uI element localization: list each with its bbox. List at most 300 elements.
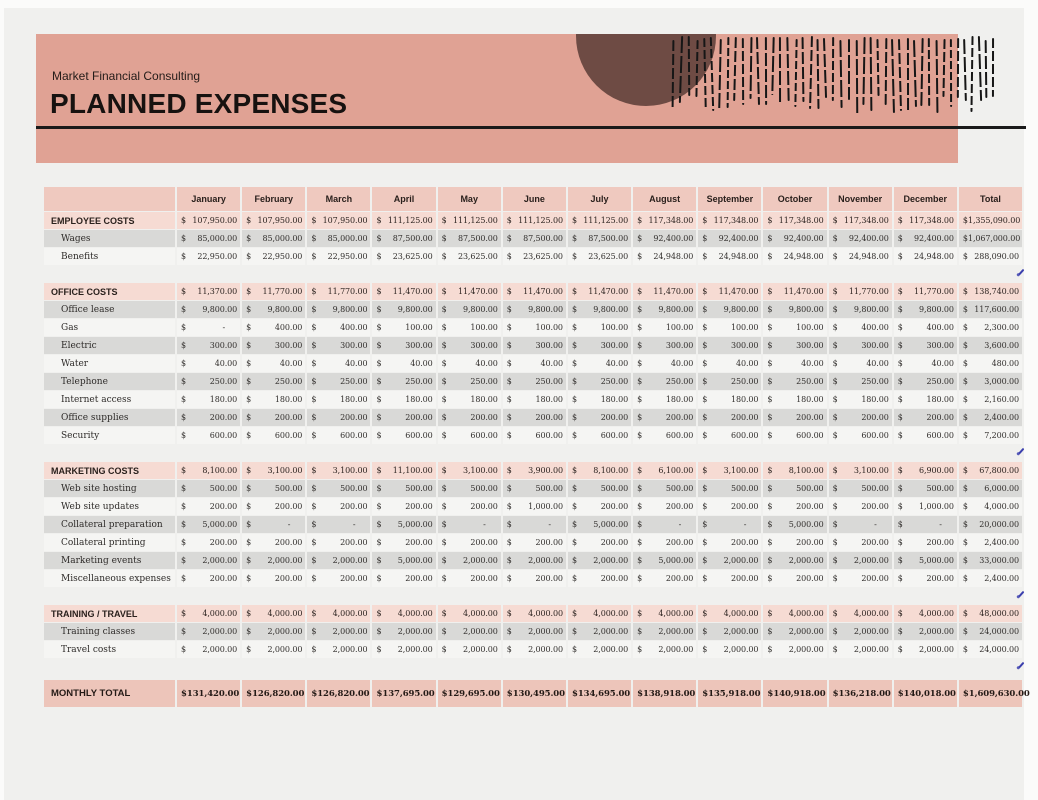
currency-symbol: $ [506, 484, 512, 493]
currency-symbol: $ [441, 627, 447, 636]
amount-value: 200.00 [665, 574, 694, 583]
currency-symbol: $ [767, 556, 773, 565]
currency-symbol: $ [897, 609, 903, 618]
amount-cell [372, 534, 435, 551]
amount-cell [829, 498, 892, 515]
currency-symbol: $ [962, 395, 968, 404]
amount-cell [829, 605, 892, 622]
currency-symbol: $ [832, 609, 838, 618]
amount-value: 40.00 [214, 359, 238, 368]
expense-row [44, 248, 1022, 265]
currency-symbol: $ [441, 574, 447, 583]
currency-symbol: $ [832, 323, 838, 332]
amount-value: 100.00 [600, 323, 629, 332]
amount-value: 4,000.00 [984, 502, 1020, 511]
currency-symbol: $ [181, 359, 187, 368]
amount-cell [698, 409, 761, 426]
currency-symbol: $ [181, 520, 187, 529]
amount-value: 100.00 [731, 323, 759, 332]
currency-symbol: $ [897, 287, 903, 296]
amount-value: 8,100.00 [202, 466, 238, 475]
expense-row [44, 355, 1022, 372]
amount-cell [698, 391, 761, 408]
amount-cell [959, 355, 1022, 372]
amount-value: 2,000.00 [919, 627, 954, 636]
currency-symbol: $ [767, 502, 773, 511]
amount-value: 40.00 [931, 359, 954, 368]
amount-cell [894, 301, 957, 318]
amount-cell [959, 480, 1022, 497]
currency-symbol: $ [832, 395, 838, 404]
currency-symbol: $ [376, 359, 382, 368]
amount-value: 180.00 [405, 395, 433, 404]
currency-symbol: $ [832, 556, 838, 565]
currency-symbol: $ [702, 395, 708, 404]
amount-cell [372, 355, 435, 372]
amount-cell [242, 283, 305, 300]
amount-value: 200.00 [470, 413, 498, 422]
amount-value: 111,125.00 [583, 216, 629, 225]
amount-value: 100.00 [405, 323, 433, 332]
company-name: Market Financial Consulting [52, 69, 201, 83]
amount-value: 48,000.00 [979, 609, 1020, 618]
amount-cell [894, 680, 957, 707]
currency-symbol: $ [962, 688, 969, 699]
amount-cell [763, 391, 826, 408]
currency-symbol: $ [181, 627, 187, 636]
currency-symbol: $ [832, 484, 838, 493]
amount-value: 87,500.00 [392, 234, 433, 243]
amount-cell [242, 301, 305, 318]
currency-symbol: $ [571, 627, 578, 636]
amount-cell [372, 462, 435, 479]
amount-value: 180.00 [600, 395, 629, 404]
amount-cell [438, 570, 501, 587]
column-header-label: September [706, 194, 754, 204]
amount-value: 100.00 [796, 323, 824, 332]
amount-value: 500.00 [665, 484, 694, 493]
currency-symbol: $ [637, 556, 643, 565]
amount-value: 5,000.00 [397, 556, 433, 565]
amount-value: 2,000.00 [723, 556, 759, 565]
amount-cell [959, 319, 1022, 336]
amount-value: 180.00 [274, 395, 303, 404]
section-header-row [44, 212, 1022, 229]
amount-value: 8,100.00 [593, 466, 629, 475]
currency-symbol: $ [832, 359, 838, 368]
amount-value: 2,300.00 [984, 323, 1020, 332]
amount-cell [438, 248, 501, 265]
amount-value: 4,000.00 [202, 609, 238, 618]
amount-value: 87,500.00 [457, 234, 498, 243]
amount-cell [438, 498, 501, 515]
amount-cell [568, 498, 631, 515]
currency-symbol: $ [897, 502, 903, 511]
amount-value: 100.00 [470, 323, 498, 332]
amount-cell [177, 212, 240, 229]
currency-symbol: $ [571, 484, 578, 493]
amount-cell [633, 248, 696, 265]
page-title: PLANNED EXPENSES [50, 88, 348, 119]
column-header [698, 187, 761, 211]
amount-cell [829, 248, 892, 265]
amount-cell [568, 427, 631, 444]
row-label: Benefits [44, 248, 175, 265]
currency-symbol: $ [311, 323, 317, 332]
amount-value: 250.00 [926, 377, 954, 386]
row-label: MONTHLY TOTAL [44, 680, 175, 707]
decor-lines-pattern [672, 36, 996, 112]
amount-cell [959, 409, 1022, 426]
amount-cell [438, 605, 501, 622]
currency-symbol: $ [376, 341, 382, 350]
currency-symbol: $ [441, 520, 447, 529]
currency-symbol: $ [246, 688, 253, 699]
amount-cell [177, 552, 240, 569]
amount-value: 111,125.00 [452, 216, 498, 225]
currency-symbol: $ [962, 645, 968, 654]
currency-symbol: $ [767, 359, 773, 368]
amount-cell [763, 373, 826, 390]
currency-symbol: $ [897, 216, 903, 225]
amount-cell [894, 534, 957, 551]
amount-cell [763, 427, 826, 444]
amount-value: 2,000.00 [202, 556, 238, 565]
amount-cell [307, 623, 370, 640]
currency-symbol: $ [962, 359, 968, 368]
currency-symbol: $ [506, 627, 512, 636]
currency-symbol: $ [767, 645, 773, 654]
expenses-table [44, 187, 1030, 708]
amount-value: 400.00 [861, 323, 889, 332]
currency-symbol: $ [571, 413, 578, 422]
amount-value: 11,470.00 [783, 287, 824, 296]
amount-value: 300.00 [274, 341, 303, 350]
amount-value: 300.00 [796, 341, 824, 350]
currency-symbol: $ [181, 305, 187, 314]
amount-cell [894, 570, 957, 587]
amount-cell [698, 283, 761, 300]
currency-symbol: $ [376, 520, 382, 529]
currency-symbol: $ [246, 377, 252, 386]
amount-cell [372, 319, 435, 336]
amount-cell [438, 373, 501, 390]
amount-cell [242, 391, 305, 408]
amount-value: 11,100.00 [392, 466, 433, 475]
amount-value: - [222, 323, 226, 332]
amount-cell [568, 319, 631, 336]
currency-symbol: $ [897, 359, 903, 368]
amount-value: 600.00 [535, 431, 563, 440]
amount-value: 2,000.00 [658, 627, 694, 636]
amount-value: 300.00 [861, 341, 889, 350]
amount-value: 480.00 [991, 359, 1020, 368]
amount-value: 300.00 [209, 341, 238, 350]
amount-cell [763, 337, 826, 354]
column-header [372, 187, 435, 211]
currency-symbol: $ [506, 216, 512, 225]
amount-cell [829, 641, 892, 658]
currency-symbol: $ [897, 520, 903, 529]
currency-symbol: $ [506, 609, 512, 618]
amount-cell [307, 480, 370, 497]
amount-value: - [352, 520, 356, 529]
amount-cell [307, 570, 370, 587]
currency-symbol: $ [832, 216, 838, 225]
amount-value: 92,400.00 [914, 234, 954, 243]
currency-symbol: $ [506, 234, 512, 243]
amount-cell [503, 212, 566, 229]
amount-cell [894, 373, 957, 390]
currency-symbol: $ [637, 688, 644, 699]
amount-value: 85,000.00 [262, 234, 303, 243]
currency-symbol: $ [637, 520, 643, 529]
currency-symbol: $ [767, 538, 773, 547]
currency-symbol: $ [962, 431, 968, 440]
amount-value: 111,125.00 [518, 216, 563, 225]
currency-symbol: $ [897, 645, 903, 654]
currency-symbol: $ [376, 252, 382, 261]
amount-cell [698, 212, 761, 229]
currency-symbol: $ [702, 234, 708, 243]
currency-symbol: $ [767, 627, 773, 636]
amount-value: 40.00 [345, 359, 368, 368]
amount-value: 9,800.00 [267, 305, 303, 314]
amount-cell [438, 212, 501, 229]
amount-value: 9,800.00 [397, 305, 433, 314]
amount-value: 24,948.00 [653, 252, 694, 261]
amount-cell [177, 605, 240, 622]
amount-value: 2,000.00 [332, 556, 368, 565]
currency-symbol: $ [181, 216, 187, 225]
amount-cell [177, 516, 240, 533]
amount-cell [568, 391, 631, 408]
currency-symbol: $ [311, 305, 317, 314]
currency-symbol: $ [767, 520, 773, 529]
amount-value: 300.00 [405, 341, 433, 350]
amount-cell [763, 680, 826, 707]
currency-symbol: $ [246, 627, 252, 636]
currency-symbol: $ [571, 216, 578, 225]
amount-cell [633, 605, 696, 622]
expense-row [44, 409, 1022, 426]
amount-value: 40.00 [736, 359, 759, 368]
amount-cell [177, 337, 240, 354]
row-label: Miscellaneous expenses [44, 570, 175, 587]
amount-cell [307, 605, 370, 622]
amount-cell [763, 605, 826, 622]
currency-symbol: $ [376, 627, 382, 636]
amount-value: 117,348.00 [713, 216, 759, 225]
currency-symbol: $ [441, 609, 447, 618]
currency-symbol: $ [311, 688, 318, 699]
currency-symbol: $ [637, 287, 643, 296]
amount-cell [503, 552, 566, 569]
amount-cell [372, 248, 435, 265]
amount-value: 2,400.00 [984, 413, 1020, 422]
amount-cell [698, 680, 761, 707]
amount-value: 2,000.00 [202, 627, 238, 636]
amount-value: 200.00 [796, 538, 824, 547]
amount-value: 200.00 [274, 502, 303, 511]
amount-cell [242, 230, 305, 247]
amount-cell [372, 605, 435, 622]
amount-value: 200.00 [470, 538, 498, 547]
amount-value: 92,400.00 [848, 234, 889, 243]
amount-value: 600.00 [405, 431, 433, 440]
currency-symbol: $ [441, 688, 448, 699]
currency-symbol: $ [832, 287, 838, 296]
amount-cell [438, 516, 501, 533]
currency-symbol: $ [767, 341, 773, 350]
section-header-row [44, 283, 1022, 300]
amount-cell [763, 498, 826, 515]
amount-cell [503, 534, 566, 551]
currency-symbol: $ [832, 688, 839, 699]
amount-cell [894, 498, 957, 515]
currency-symbol: $ [441, 466, 447, 475]
amount-cell [698, 605, 761, 622]
amount-value: 200.00 [861, 574, 889, 583]
currency-symbol: $ [441, 502, 447, 511]
currency-symbol: $ [246, 413, 252, 422]
amount-value: 9,800.00 [788, 305, 824, 314]
row-label: Electric [44, 337, 175, 354]
amount-cell [438, 534, 501, 551]
amount-value: 250.00 [796, 377, 824, 386]
amount-cell [568, 409, 631, 426]
row-label: Collateral printing [44, 534, 175, 551]
currency-symbol: $ [637, 538, 643, 547]
currency-symbol: $ [897, 341, 903, 350]
currency-symbol: $ [181, 502, 187, 511]
amount-cell [959, 516, 1022, 533]
amount-value: 180.00 [340, 395, 368, 404]
amount-value: 200.00 [926, 413, 954, 422]
amount-value: 40.00 [279, 359, 303, 368]
currency-symbol: $ [311, 359, 317, 368]
amount-value: 300.00 [665, 341, 694, 350]
currency-symbol: $ [506, 252, 512, 261]
amount-cell [242, 498, 305, 515]
currency-symbol: $ [767, 234, 773, 243]
amount-cell [763, 212, 826, 229]
amount-value: - [678, 520, 682, 529]
currency-symbol: $ [832, 574, 838, 583]
currency-symbol: $ [767, 574, 773, 583]
currency-symbol: $ [962, 323, 968, 332]
amount-cell [503, 248, 566, 265]
amount-value: 2,000.00 [397, 645, 433, 654]
currency-symbol: $ [767, 609, 773, 618]
amount-value: 138,740.00 [974, 287, 1020, 296]
currency-symbol: $ [246, 287, 252, 296]
amount-cell [894, 427, 957, 444]
amount-cell [438, 337, 501, 354]
amount-value: 2,000.00 [202, 645, 238, 654]
currency-symbol: $ [571, 520, 578, 529]
amount-value: 600.00 [340, 431, 368, 440]
amount-cell [438, 230, 501, 247]
row-label: TRAINING / TRAVEL [44, 605, 175, 622]
currency-symbol: $ [506, 413, 512, 422]
amount-value: 200.00 [405, 502, 433, 511]
amount-cell [438, 301, 501, 318]
row-label: Web site updates [44, 498, 175, 515]
amount-cell [763, 480, 826, 497]
amount-value: - [548, 520, 551, 529]
currency-symbol: $ [246, 216, 252, 225]
amount-cell [242, 480, 305, 497]
amount-cell [698, 498, 761, 515]
amount-value: 2,000.00 [528, 627, 563, 636]
amount-cell [829, 552, 892, 569]
currency-symbol: $ [637, 484, 643, 493]
amount-value: 22,950.00 [197, 252, 238, 261]
amount-cell [633, 283, 696, 300]
currency-symbol: $ [702, 574, 708, 583]
row-label: Office supplies [44, 409, 175, 426]
amount-cell [633, 230, 696, 247]
amount-cell [959, 680, 1030, 707]
amount-cell [177, 301, 240, 318]
column-header-label: July [590, 194, 609, 204]
amount-value: - [874, 520, 877, 529]
currency-symbol: $ [702, 377, 708, 386]
amount-cell [959, 391, 1022, 408]
amount-cell [763, 462, 826, 479]
amount-cell [633, 337, 696, 354]
currency-symbol: $ [832, 377, 838, 386]
amount-value: - [483, 520, 486, 529]
amount-value: 40.00 [866, 359, 889, 368]
currency-symbol: $ [246, 538, 252, 547]
amount-cell [698, 480, 761, 497]
currency-symbol: $ [571, 574, 578, 583]
amount-value: 4,000.00 [658, 609, 694, 618]
expense-row [44, 427, 1022, 444]
currency-symbol: $ [571, 287, 578, 296]
amount-value: 400.00 [274, 323, 303, 332]
currency-symbol: $ [311, 431, 317, 440]
amount-cell [568, 248, 631, 265]
currency-symbol: $ [181, 377, 187, 386]
amount-value: 200.00 [535, 574, 563, 583]
currency-symbol: $ [637, 645, 643, 654]
amount-cell [633, 212, 696, 229]
currency-symbol: $ [246, 645, 252, 654]
currency-symbol: $ [246, 466, 252, 475]
amount-cell [959, 641, 1022, 658]
amount-cell [177, 319, 240, 336]
amount-cell [633, 301, 696, 318]
currency-symbol: $ [506, 377, 512, 386]
amount-value: 126,820.00 [317, 688, 370, 699]
currency-symbol: $ [311, 520, 317, 529]
amount-value: 9,800.00 [723, 305, 759, 314]
section-header-row [44, 462, 1022, 479]
currency-symbol: $ [962, 627, 968, 636]
row-label: Internet access [44, 391, 175, 408]
currency-symbol: $ [311, 341, 317, 350]
amount-value: 2,000.00 [658, 645, 694, 654]
amount-value: 250.00 [731, 377, 759, 386]
amount-value: 500.00 [796, 484, 824, 493]
currency-symbol: $ [897, 556, 903, 565]
amount-value: 4,000.00 [528, 609, 563, 618]
currency-symbol: $ [376, 645, 382, 654]
amount-value: 135,918.00 [708, 688, 761, 699]
